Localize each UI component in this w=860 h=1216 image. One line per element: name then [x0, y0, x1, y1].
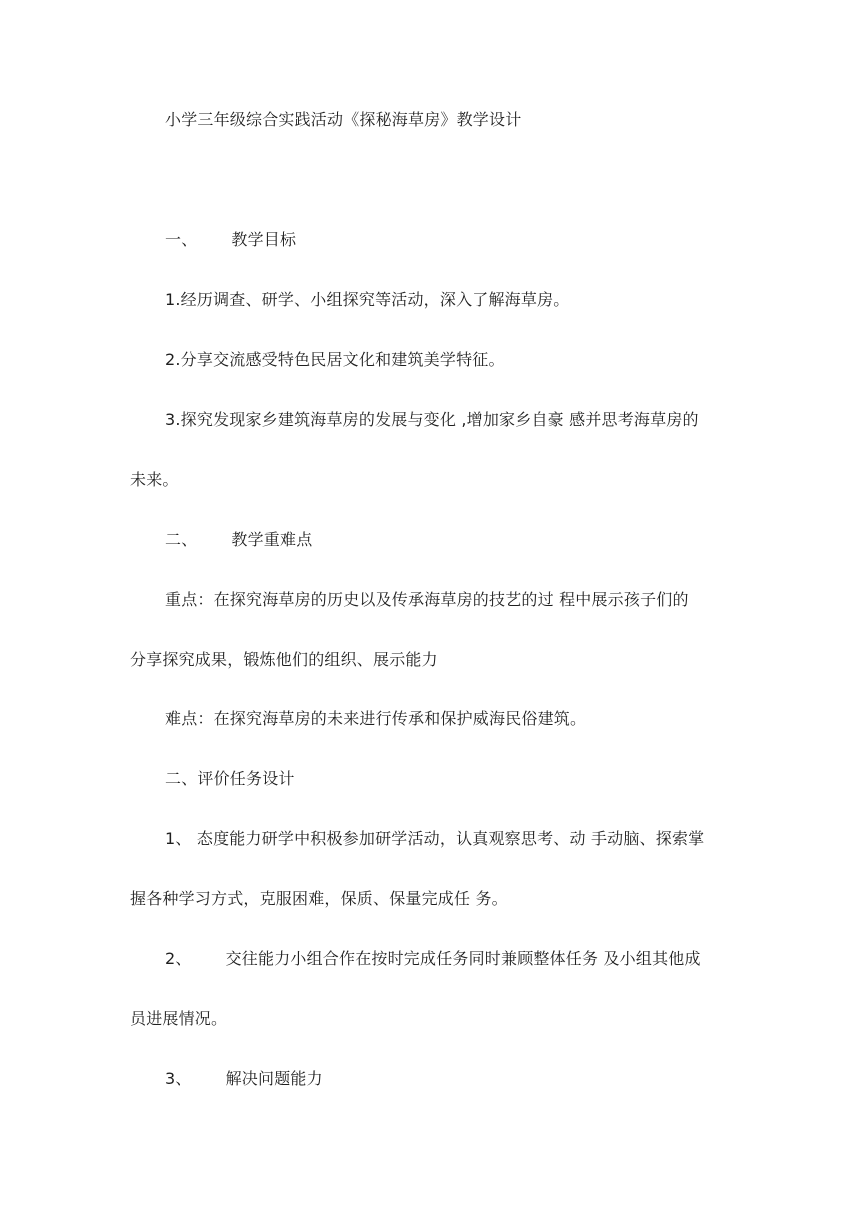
section-number: 一、	[165, 230, 198, 249]
section-heading-key-points	[165, 529, 312, 551]
key-point-line-2: 分享探究成果，锻炼他们的组织、展示能力	[130, 650, 438, 669]
document-title: 小学三年级综合实践活动《探秘海草房》教学设计	[165, 110, 522, 129]
evaluation-item-3	[165, 1068, 323, 1090]
section-number: 二、	[165, 530, 198, 549]
item-number: 2、	[165, 949, 192, 968]
goal-item-3-continuation: 未来。	[130, 470, 179, 489]
section-title: 教学目标	[231, 230, 297, 249]
goal-item-3: 3.探究发现家乡建筑海草房的发展与变化 ,增加家乡自豪 感并思考海草房的	[165, 410, 699, 429]
goal-item-1: 1.经历调查、研学、小组探究等活动，深入了解海草房。	[165, 290, 570, 309]
evaluation-item-1-line-1: 1、 态度能力研学中积极参加研学活动，认真观察思考、动 手动脑、探索掌	[165, 829, 705, 848]
evaluation-item-2-line-2: 员进展情况。	[130, 1009, 228, 1028]
section-title: 教学重难点	[231, 530, 313, 549]
item-text: 解决问题能力	[225, 1069, 323, 1088]
key-point-line-1: 重点：在探究海草房的历史以及传承海草房的技艺的过 程中展示孩子们的	[165, 590, 689, 609]
section-heading-goals	[165, 229, 296, 251]
goal-item-2: 2.分享交流感受特色民居文化和建筑美学特征。	[165, 350, 505, 369]
evaluation-item-2-line-1	[165, 948, 701, 970]
section-heading-evaluation: 二、评价任务设计	[165, 769, 295, 788]
evaluation-item-1-line-2: 握各种学习方式，克服困难，保质、保量完成任 务。	[130, 889, 508, 908]
item-text: 交往能力小组合作在按时完成任务同时兼顾整体任务 及小组其他成	[225, 949, 701, 968]
item-number: 3、	[165, 1069, 192, 1088]
difficult-point: 难点：在探究海草房的未来进行传承和保护威海民俗建筑。	[165, 709, 587, 728]
